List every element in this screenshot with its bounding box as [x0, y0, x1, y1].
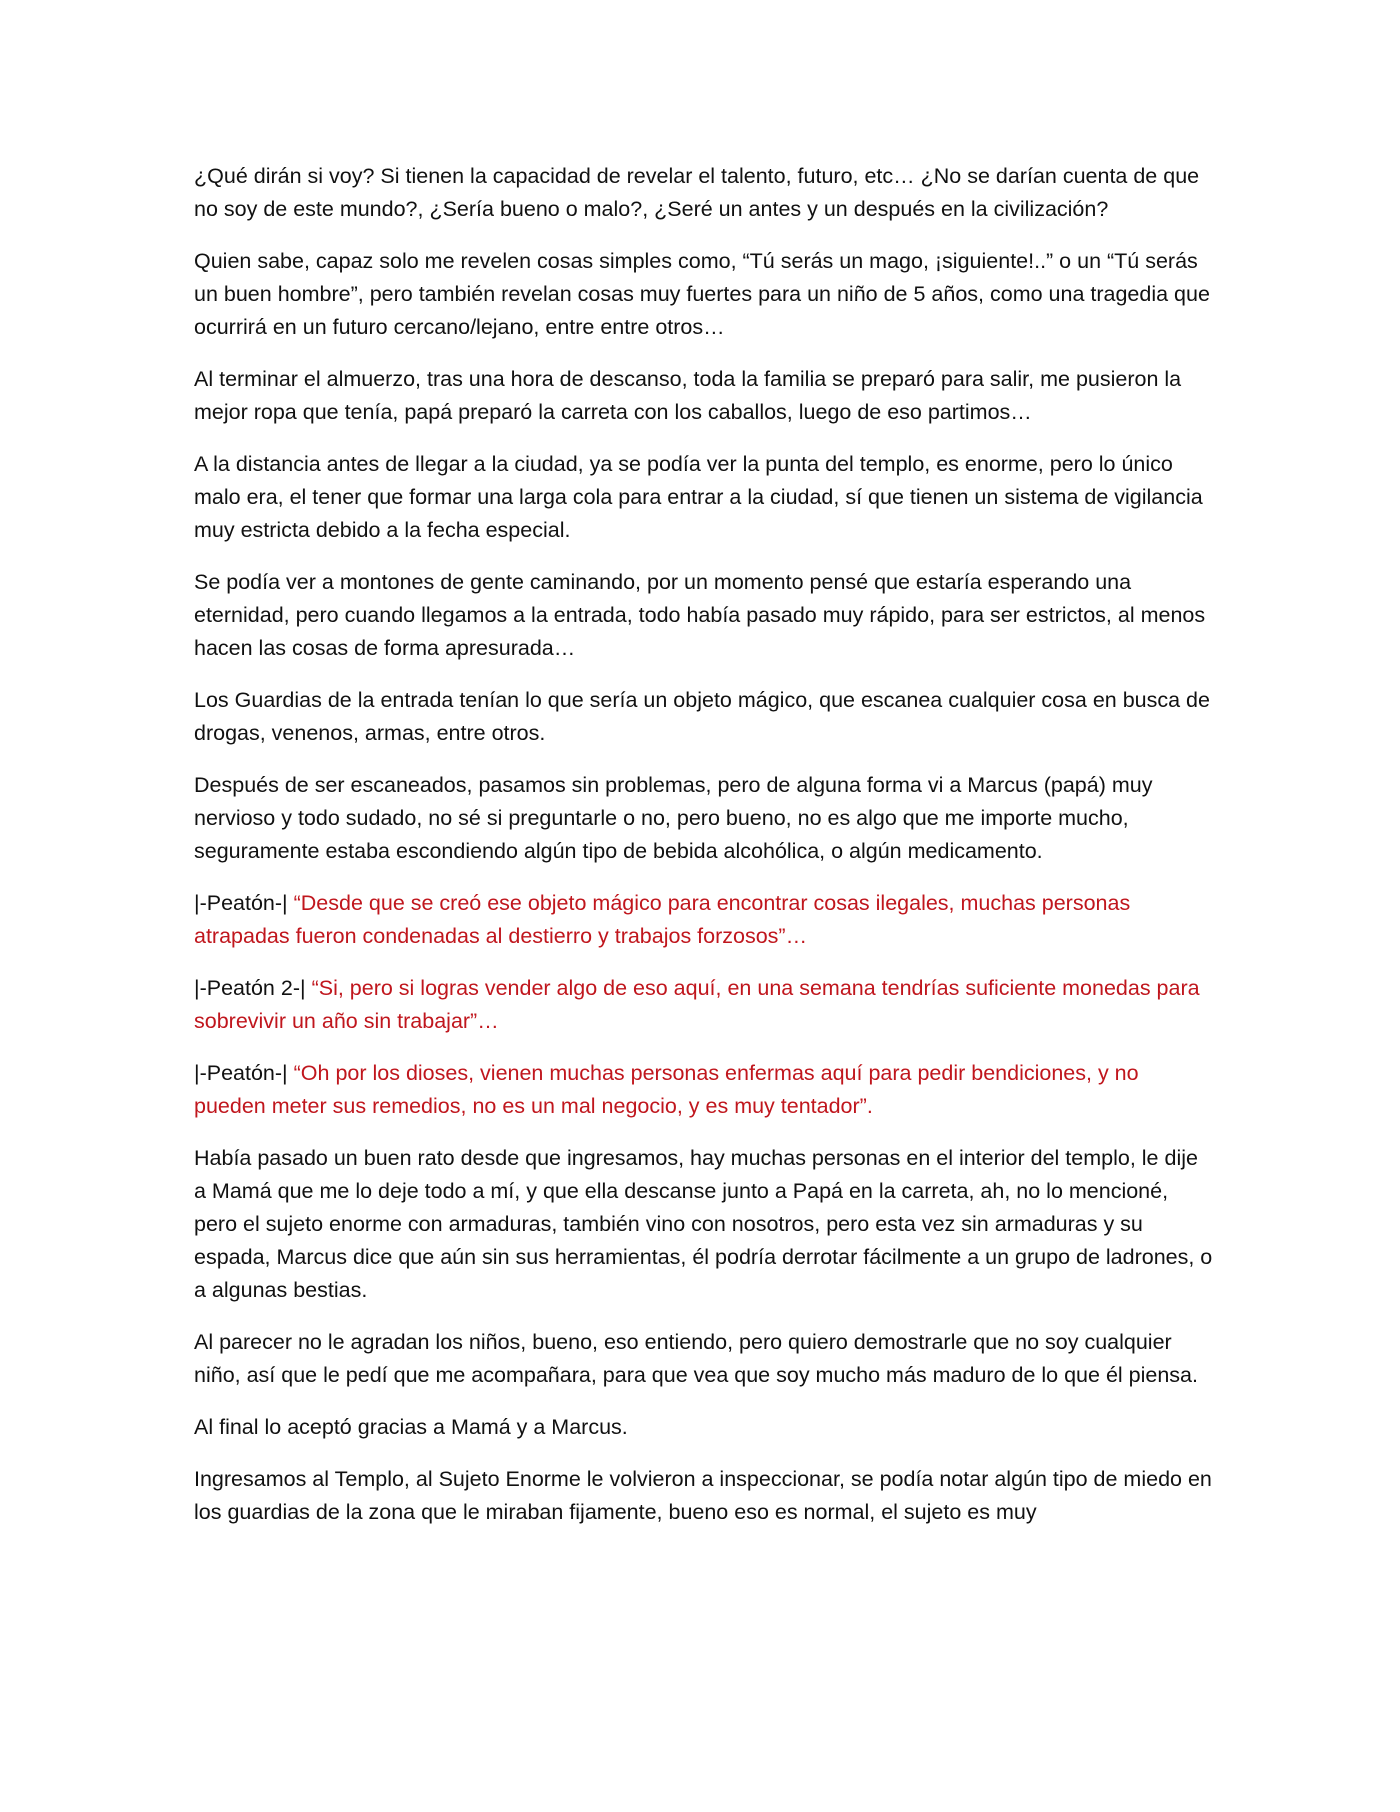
- dialogue-line: [194, 887, 1214, 953]
- dialogue-speaker: |-Peatón-|: [194, 891, 288, 915]
- paragraph: Se podía ver a montones de gente caminando, por un momento pensé que estaría esperando una eternidad, pero cuando llegamos a la entrada, todo había pasado muy rápido, para ser estrictos, al menos hacen las cosas de forma apresurada…: [194, 570, 1206, 660]
- paragraph: Quien sabe, capaz solo me revelen cosas simples como, “Tú serás un mago, ¡siguiente!..” o un “Tú serás un buen hombre”, pero también revelan cosas muy fuertes para un niño de 5 años, como una tragedia que ocurrirá en un futuro cercano/lejano, entre entre otros…: [194, 249, 1210, 339]
- paragraph: Después de ser escaneados, pasamos sin problemas, pero de alguna forma vi a Marcus (papá) muy nervioso y todo sudado, no sé si preguntarle o no, pero bueno, no es algo que me importe mucho, seguramente estaba escondiendo algún tipo de bebida alcohólica, o algún medicamento.: [194, 773, 1153, 863]
- paragraph: Los Guardias de la entrada tenían lo que sería un objeto mágico, que escanea cualquier cosa en busca de drogas, venenos, armas, entre otros.: [194, 688, 1210, 745]
- dialogue-line: [194, 972, 1214, 1038]
- paragraph: Al terminar el almuerzo, tras una hora de descanso, toda la familia se preparó para salir, me pusieron la mejor ropa que tenía, papá preparó la carreta con los caballos, luego de eso partimos…: [194, 367, 1182, 424]
- paragraph: Ingresamos al Templo, al Sujeto Enorme le volvieron a inspeccionar, se podía notar algún tipo de miedo en los guardias de la zona que le miraban fijamente, bueno eso es normal, el sujeto es muy: [194, 1467, 1212, 1524]
- paragraph: ¿Qué dirán si voy? Si tienen la capacidad de revelar el talento, futuro, etc… ¿No se darían cuenta de que no soy de este mundo?, ¿Sería bueno o malo?, ¿Seré un antes y un después en la civilización?: [194, 164, 1200, 221]
- dialogue-text: “Si, pero si logras vender algo de eso aquí, en una semana tendrías suficiente monedas para sobrevivir un año sin trabajar”…: [194, 976, 1200, 1033]
- paragraph: Al parecer no le agradan los niños, bueno, eso entiendo, pero quiero demostrarle que no soy cualquier niño, así que le pedí que me acompañara, para que vea que soy mucho más maduro de lo que él piensa.: [194, 1330, 1198, 1387]
- dialogue-speaker: |-Peatón-|: [194, 1061, 288, 1085]
- dialogue-speaker: |-Peatón 2-|: [194, 976, 306, 1000]
- dialogue-text: “Oh por los dioses, vienen muchas personas enfermas aquí para pedir bendiciones, y no pueden meter sus remedios, no es un mal negocio, y es muy tentador”.: [194, 1061, 1139, 1118]
- paragraph: Había pasado un buen rato desde que ingresamos, hay muchas personas en el interior del templo, le dije a Mamá que me lo deje todo a mí, y que ella descanse junto a Papá en la carreta, ah, no lo mencioné, pero el sujeto enorme con armaduras, también vino con nosotros, pero esta vez sin armaduras y su espada, Marcus dice que aún sin sus herramientas, él podría derrotar fácilmente a un grupo de ladrones, o a algunas bestias.: [194, 1146, 1213, 1302]
- paragraph: Al final lo aceptó gracias a Mamá y a Marcus.: [194, 1415, 628, 1439]
- dialogue-text: “Desde que se creó ese objeto mágico para encontrar cosas ilegales, muchas personas atrapadas fueron condenadas al destierro y trabajos forzosos”…: [194, 891, 1131, 948]
- paragraph: A la distancia antes de llegar a la ciudad, ya se podía ver la punta del templo, es enorme, pero lo único malo era, el tener que formar una larga cola para entrar a la ciudad, sí que tienen un sistema de vigilancia muy estricta debido a la fecha especial.: [194, 452, 1203, 542]
- dialogue-line: [194, 1057, 1214, 1123]
- document-body: [194, 160, 1214, 1548]
